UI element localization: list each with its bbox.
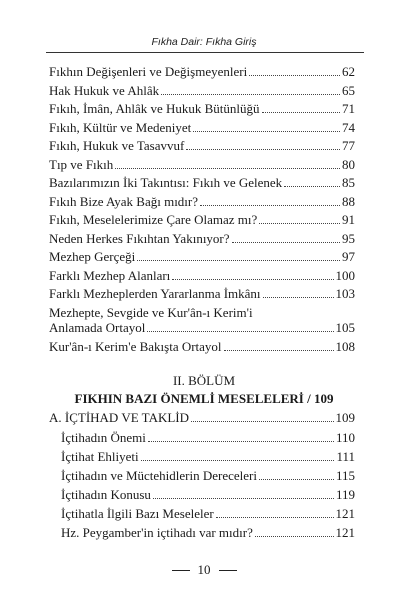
toc-entry-page: 121 xyxy=(335,506,355,521)
toc-entry-page: 77 xyxy=(342,138,355,153)
toc-entry-title: Mezhep Gerçeği xyxy=(49,249,136,264)
toc-entry-title: Hz. Peygamber'in içtihadı var mıdır? xyxy=(61,525,253,540)
toc-entry-page: 103 xyxy=(335,286,355,301)
leader-dots xyxy=(259,223,340,224)
header-rule xyxy=(46,52,364,53)
toc-entry xyxy=(49,156,355,174)
leader-dots xyxy=(153,498,334,499)
toc-entry-page: 91 xyxy=(342,212,355,227)
toc-entry-page: 88 xyxy=(342,194,355,209)
leader-dots xyxy=(255,536,334,537)
toc-entry-title: Fıkhın Değişenleri ve Değişmeyenleri xyxy=(49,64,248,79)
toc-entry xyxy=(49,82,355,100)
toc-entry xyxy=(49,285,355,303)
toc-entry xyxy=(49,63,355,81)
toc-entry-page: 74 xyxy=(342,120,355,135)
leader-dots xyxy=(141,460,335,461)
toc-entry xyxy=(49,100,355,118)
toc-entry-title-line2: Anlamada Ortayol xyxy=(49,320,146,335)
toc-entry-title: Neden Herkes Fıkıhtan Yakınıyor? xyxy=(49,231,230,246)
toc-sub-entry xyxy=(61,505,355,523)
leader-dots xyxy=(249,75,340,76)
leader-dots xyxy=(115,168,340,169)
toc-entry-title: İçtihadın Konusu xyxy=(61,487,151,502)
leader-dots xyxy=(161,94,340,95)
toc-entry-page: 115 xyxy=(335,468,355,483)
leader-dots xyxy=(259,479,334,480)
toc-entry-page: 121 xyxy=(335,525,355,540)
toc-entry xyxy=(49,174,355,192)
part-heading: II. BÖLÜM xyxy=(172,373,236,388)
toc-entry-title: İçtihadın Önemi xyxy=(61,430,146,445)
dash-right xyxy=(219,570,237,571)
toc-entry-page: 80 xyxy=(342,157,355,172)
leader-dots xyxy=(137,260,340,261)
toc-entry-page: 65 xyxy=(342,83,355,98)
toc-entry-page: 109 xyxy=(335,410,355,425)
leader-dots xyxy=(186,149,340,150)
subsection-entry xyxy=(49,409,355,427)
toc-entry xyxy=(49,193,355,211)
page-number: 10 xyxy=(197,562,211,577)
leader-dots xyxy=(262,112,340,113)
toc-entry-title: İçtihadın ve Müctehidlerin Dereceleri xyxy=(61,468,257,483)
toc-entry-page: 119 xyxy=(335,487,355,502)
leader-dots xyxy=(263,297,334,298)
toc-entry xyxy=(49,267,355,285)
section-heading: FIKHIN BAZI ÖNEMLİ MESELELERİ / 109 xyxy=(74,391,334,406)
toc-entry-title: Fıkıh, Hukuk ve Tasavvuf xyxy=(49,138,185,153)
toc-entry-page: 95 xyxy=(342,231,355,246)
toc-entry-title-line1: Mezhepte, Sevgide ve Kur'ân-ı Kerim'i xyxy=(49,305,253,320)
toc-sub-entry xyxy=(61,429,355,447)
running-header: Fıkha Dair: Fıkha Giriş xyxy=(151,36,257,48)
toc-entry-page: 97 xyxy=(342,249,355,264)
dash-left xyxy=(172,570,190,571)
toc-entry-page: 71 xyxy=(342,101,355,116)
leader-dots xyxy=(148,441,334,442)
toc-entry-title: Farklı Mezhep Alanları xyxy=(49,268,171,283)
toc-entry-page: 100 xyxy=(335,268,355,283)
toc-entry-page: 85 xyxy=(342,175,355,190)
toc-entry-title: İçtihatla İlgili Bazı Meseleler xyxy=(61,506,214,521)
toc-entry-multiline xyxy=(49,305,355,335)
toc-sub-entry xyxy=(61,524,355,542)
toc-entry-title: Tıp ve Fıkıh xyxy=(49,157,114,172)
leader-dots xyxy=(193,131,340,132)
toc-entry-title: Fıkıh, Meselelerimize Çare Olamaz mı? xyxy=(49,212,258,227)
toc-entry xyxy=(49,119,355,137)
toc-entry-title: Fıkıh, Kültür ve Medeniyet xyxy=(49,120,192,135)
leader-dots xyxy=(216,517,334,518)
leader-dots xyxy=(284,186,340,187)
toc-sub-entry xyxy=(61,448,355,466)
toc-entry-title: Farklı Mezheplerden Yararlanma İmkânı xyxy=(49,286,261,301)
leader-dots xyxy=(191,421,333,422)
subsection-title: A. İÇTİHAD VE TAKLİD xyxy=(49,410,190,425)
toc-entry xyxy=(49,137,355,155)
toc-entry xyxy=(49,230,355,248)
toc-entry-title: Bazılarımızın İki Takıntısı: Fıkıh ve Gelenek xyxy=(49,175,283,190)
leader-dots xyxy=(224,350,334,351)
leader-dots xyxy=(172,279,333,280)
toc-entry-page: 108 xyxy=(335,339,355,354)
toc-entry-page: 62 xyxy=(342,64,355,79)
page-number-footer xyxy=(0,562,408,578)
toc-entry-page: 110 xyxy=(335,430,355,445)
toc-entry-title: İçtihat Ehliyeti xyxy=(61,449,139,464)
toc-entry xyxy=(49,338,355,356)
toc-entry-page: 105 xyxy=(335,320,355,335)
toc-entry xyxy=(49,248,355,266)
leader-dots xyxy=(232,242,340,243)
toc-entry xyxy=(49,211,355,229)
toc-sub-entry xyxy=(61,486,355,504)
toc-sub-entry xyxy=(61,467,355,485)
toc-entry-title: Fıkıh, İmân, Ahlâk ve Hukuk Bütünlüğü xyxy=(49,101,260,116)
leader-dots xyxy=(200,205,340,206)
toc-entry-title: Kur'ân-ı Kerim'e Bakışta Ortayol xyxy=(49,339,222,354)
toc-entry-title: Fıkıh Bize Ayak Bağı mıdır? xyxy=(49,194,199,209)
toc-entry-page: 111 xyxy=(336,449,355,464)
toc-entry-title: Hak Hukuk ve Ahlâk xyxy=(49,83,160,98)
leader-dots xyxy=(147,331,333,332)
